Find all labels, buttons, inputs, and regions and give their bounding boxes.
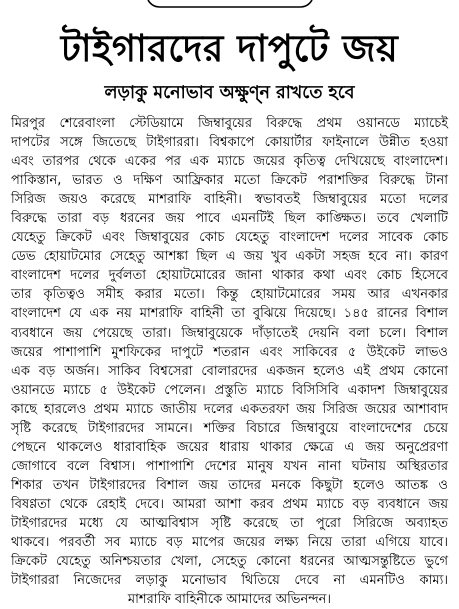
subheadline: লড়াকু মনোভাব অক্ষুণ্ন রাখতে হবে <box>104 83 355 103</box>
body-line: দাপটের সঙ্গে জিতেছে টাইগাররা। বিশ্বকাপে কোয়ার্টার ফাইনালে উন্নীত হওয়া <box>11 135 448 151</box>
body-line: কাছে হারলেও প্রথম ম্যাচে জাতীয় দলের একতরফা জয় সিরিজ জয়ের আশাবাদ <box>11 401 448 417</box>
body-line: ওয়ানডে ম্যাচে ৫ উইকেট পেলেন। প্রস্তুতি ম্যাচে বিসিসিবি একাদশ জিম্বাবুয়ের <box>11 382 448 398</box>
body-line: জয়ের পাশাপাশি মুশফিকের দাপুটে শতরান এবং সাকিবের ৫ উইকেট লাভও <box>11 344 448 360</box>
body-line-closing: মাশরাফি বাহিনীকে আমাদের অভিনন্দন। <box>127 592 332 608</box>
body-line: সিরিজ জয়ও করেছে মাশরাফি বাহিনী। স্বভাবতই জিম্বাবুয়ের মতো দলের <box>11 192 448 208</box>
body-line: মিরপুর শেরেবাংলা স্টেডিয়ামে জিম্বাবুয়ের বিরুদ্ধে প্রথম ওয়ানডে ম্যাচেই <box>11 116 448 131</box>
body-line: টাইগাররা নিজেদের লড়াকু মনোভাব থিতিয়ে দেবে না এমনটিও কাম্য। <box>11 573 448 589</box>
body-line: তার কৃতিত্বও সমীহ করার মতো। কিন্তু হোয়াটমোরের সময় আর এখনকার <box>11 287 448 303</box>
body-line: সৃষ্টি করেছে টাইগারদের সামনে। শক্তির বিচারে জিম্বাবুয়ে বাংলাদেশের চেয়ে <box>11 420 448 436</box>
body-line: বিরুদ্ধে তারা বড় ধরনের জয় পাবে এমনটিই ছিল কাঙ্ক্ষিত। তবে খেলাটি <box>11 211 448 227</box>
body-line: টাইগারদের মধ্যে যে আত্মবিশ্বাস সৃষ্টি করেছে তা পুরো সিরিজে অব্যাহত <box>11 515 448 531</box>
top-border-arc <box>0 0 459 12</box>
body-line: বিষণ্ণতা থেকে রেহাই দেবে। আমরা আশা করব প্রথম ম্যাচে বড় ব্যবধানে জয় <box>11 496 448 512</box>
body-line: বাংলাদেশ দলের দুর্বলতা হোয়াটমোরের জানা থাকার কথা এবং কোচ হিসেবে <box>11 268 448 284</box>
body-line: শিকার তখন টাইগারদের বিশাল জয় তাদের মনকে কিছুটা হলেও আতঙ্ক ও <box>11 477 448 493</box>
article-body <box>11 114 448 609</box>
headline: টাইগারদের দাপুটে জয় <box>60 27 399 70</box>
body-line: ডেভ হোয়াটমোর সেহেতু আশঙ্কা ছিল এ জয় খুব একটা সহজ হবে না। কারণ <box>11 249 448 265</box>
body-line: ক্রিকেট যেহেতু অনিশ্চয়তার খেলা, সেহেতু কোনো ধরনের আত্মসন্তুষ্টিতে ভুগে <box>11 554 448 570</box>
body-line: যেহেতু ক্রিকেট এবং জিম্বাবুয়ের কোচ যেহেতু বাংলাদেশ দলের সাবেক কোচ <box>11 230 448 246</box>
body-line: ব্যবধানে জয় পেয়েছে তারা। জিম্বাবুয়েকে দাঁড়াতেই দেয়নি বলা চলে। বিশাল <box>11 325 448 341</box>
body-line: এবং তারপর থেকে একের পর এক ম্যাচে জয়ের কৃতিত্ব দেখিয়েছে বাংলাদেশ। <box>11 154 448 170</box>
body-line: পেছনে থাকলেও ধারাবাহিক জয়ের ধারায় থাকার ক্ষেত্রে এ জয় অনুপ্রেরণা <box>11 439 448 455</box>
body-line: জোগাবে বলে বিশ্বাস। পাশাপাশি দেশের মানুষ যখন নানা ঘটনায় অস্থিরতার <box>11 458 448 474</box>
body-line: পাকিস্তান, ভারত ও দক্ষিণ আফ্রিকার মতো ক্রিকেট পরাশক্তির বিরুদ্ধে টানা <box>11 173 448 189</box>
body-line: এক বড় অর্জন। সাকিব বিশ্বসেরা বোলারদের একজন হলেও এই প্রথম কোনো <box>11 363 448 379</box>
body-line: বাংলাদেশ যে এক নয় মাশরাফি বাহিনী তা বুঝিয়ে দিয়েছে। ১৪৫ রানের বিশাল <box>11 306 448 322</box>
body-line: থাকবে। পরবর্তী সব ম্যাচে বড় মাপের জয়ের লক্ষ্য নিয়ে তারা এগিয়ে যাবে। <box>11 535 448 551</box>
